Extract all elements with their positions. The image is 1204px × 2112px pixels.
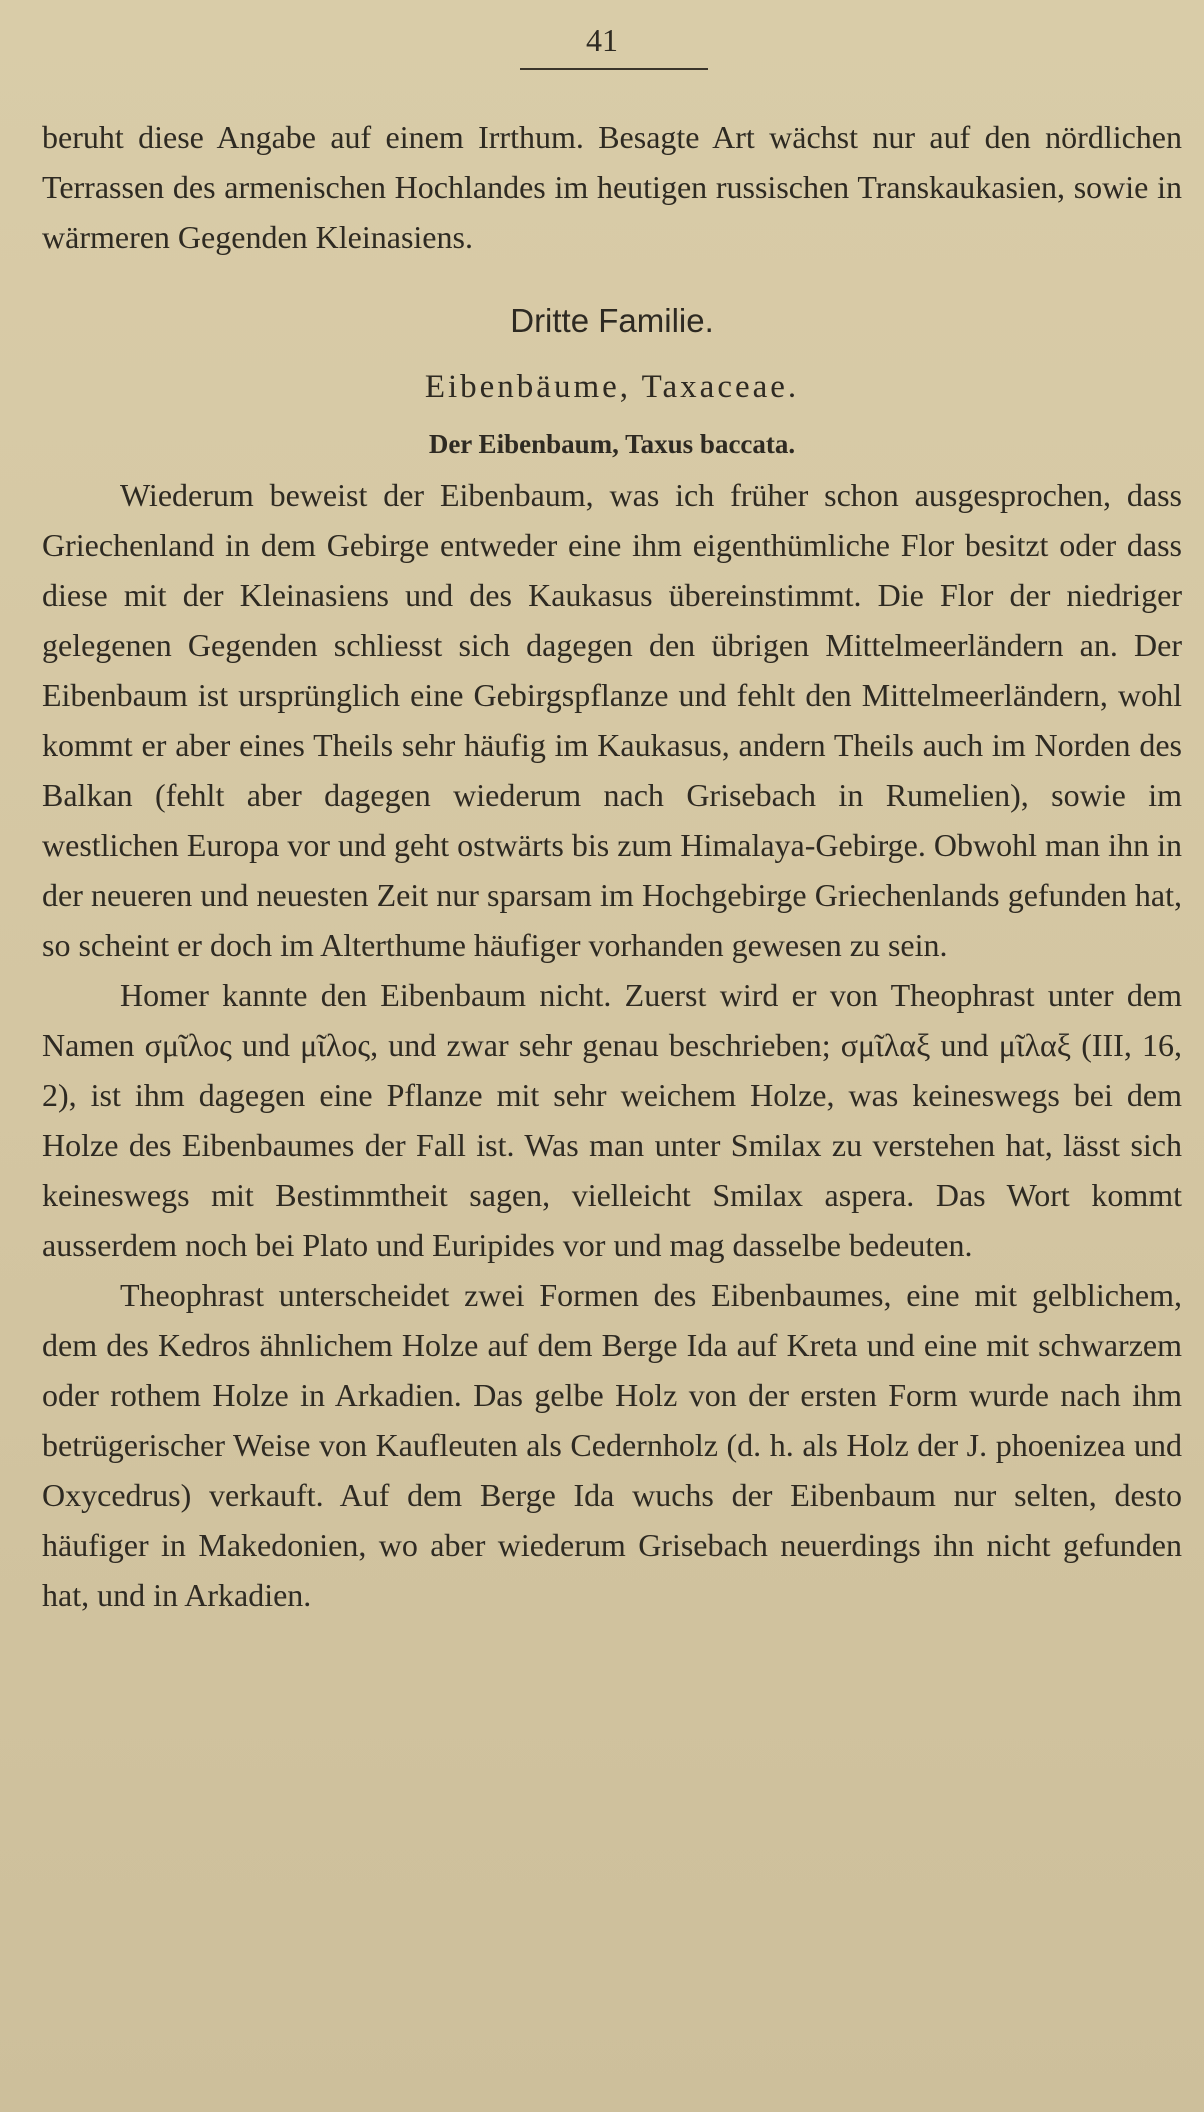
paragraph-two-forms: Theophrast unterscheidet zwei Formen des Eibenbaumes, eine mit gelblichem, dem des Kedros ähnlichem Holze auf dem Berge Ida auf Kreta und eine mit schwarzem oder rothem Holze in Arkadien. Das gelbe Holz von der ersten Form wurde nach ihm betrügerischer Weise von Kaufleuten als Cedernholz (d. h. als Holz der J. phoenizea und Oxycedrus) verkauft. Auf dem Berge Ida wuchs der Eibenbaum nur selten, desto häufiger in Makedonien, wo aber wiederum Grisebach neuerdings ihn nicht gefunden hat, und in Arkadien.	[42, 1277, 1182, 1613]
species-heading: Der Eibenbaum, Taxus baccata.	[428, 429, 796, 459]
family-title: Dritte Familie.	[510, 302, 714, 339]
header-rule	[520, 68, 708, 70]
paragraph-homer-theophrast: Homer kannte den Eibenbaum nicht. Zuerst wird er von Theophrast unter dem Namen σμῖλος und μῖλος, und zwar sehr genau beschrieben; σμῖλαξ und μῖλαξ (III, 16, 2), ist ihm dagegen eine Pflanze mit sehr weichem Holze, was keineswegs bei dem Holze des Eibenbaumes der Fall ist. Was man unter Smilax zu verstehen hat, lässt sich keineswegs mit Bestimmtheit sagen, vielleicht Smilax aspera. Das Wort kommt ausserdem noch bei Plato und Euripides vor und mag dasselbe bedeuten.	[42, 977, 1182, 1263]
family-subtitle: Eibenbäume, Taxaceae.	[424, 369, 800, 405]
intro-paragraph: beruht diese Angabe auf einem Irrthum. Besagte Art wächst nur auf den nördlichen Terrassen des armenischen Hochlandes im heutigen russischen Transkaukasien, sowie in wärmeren Gegenden Kleinasiens.	[42, 119, 1182, 255]
page-body	[42, 112, 1182, 1620]
page-number: 41	[586, 22, 618, 58]
paragraph-eibenbaum-distribution: Wiederum beweist der Eibenbaum, was ich früher schon ausgesprochen, dass Griechenland in dem Gebirge entweder eine ihm eigenthümliche Flor besitzt oder dass diese mit der Kleinasiens und des Kaukasus übereinstimmt. Die Flor der niedriger gelegenen Gegenden schliesst sich dagegen den übrigen Mittelmeerländern an. Der Eibenbaum ist ursprünglich eine Gebirgspflanze und fehlt den Mittelmeerländern, wohl kommt er aber eines Theils sehr häufig im Kaukasus, andern Theils auch im Norden des Balkan (fehlt aber dagegen wiederum nach Grisebach in Rumelien), sowie im westlichen Europa vor und geht ostwärts bis zum Himalaya-Gebirge. Obwohl man ihn in der neueren und neuesten Zeit nur sparsam im Hochgebirge Griechenlands gefunden hat, so scheint er doch im Alterthume häufiger vorhanden gewesen zu sein.	[42, 477, 1182, 963]
